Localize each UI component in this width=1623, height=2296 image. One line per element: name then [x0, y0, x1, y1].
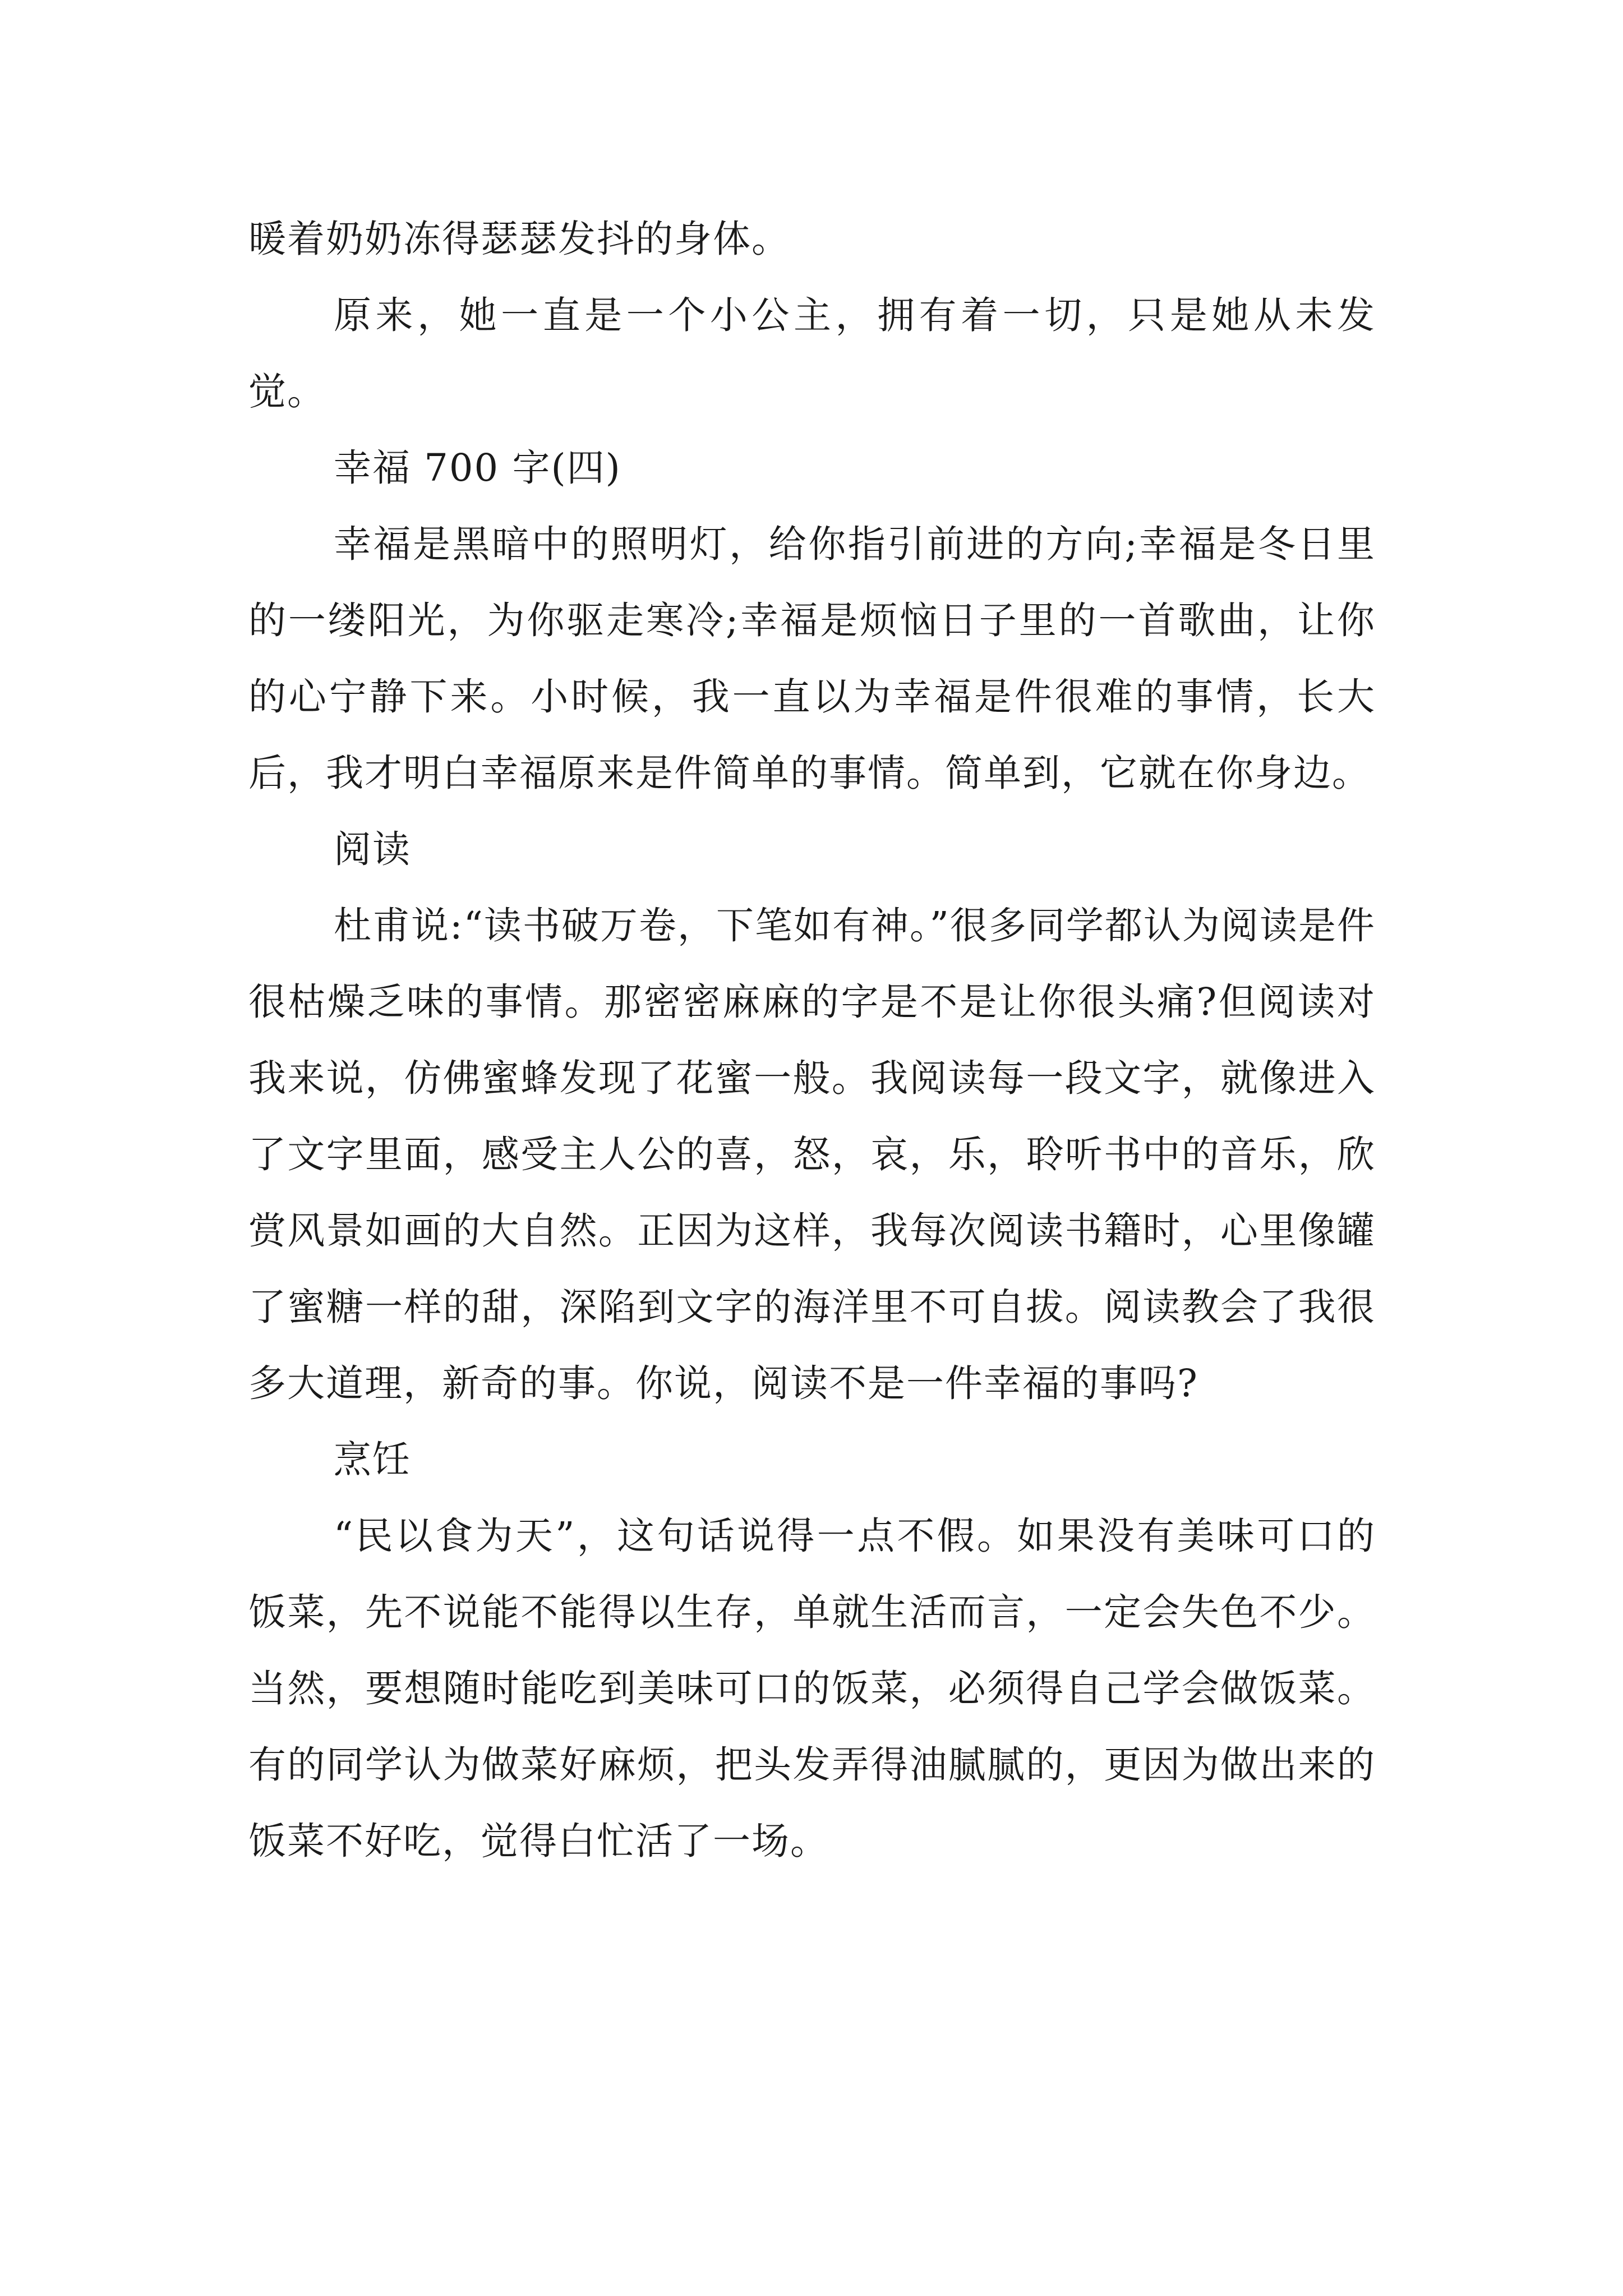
paragraph-reading: 杜甫说:“读书破万卷，下笔如有神。”很多同学都认为阅读是件很枯燥乏味的事情。那密密麻麻的字是不是让你很头痛?但阅读对我来说，仿佛蜜蜂发现了花蜜一般。我阅读每一段文字，就像进入了文字里面，感受主人公的喜，怒，哀，乐，聆听书中的音乐，欣赏风景如画的大自然。正因为这样，我每次阅读书籍时，心里像罐了蜜糖一样的甜，深陷到文字的海洋里不可自拔。阅读教会了我很多大道理，新奇的事。你说，阅读不是一件幸福的事吗? — [248, 904, 1376, 1405]
section-heading-happiness-700: 幸福 700 字(四) — [334, 446, 621, 490]
paragraph-happiness-intro: 幸福是黑暗中的照明灯，给你指引前进的方向;幸福是冬日里的一缕阳光，为你驱走寒冷;幸福是烦恼日子里的一首歌曲，让你的心宁静下来。小时候，我一直以为幸福是件很难的事情，长大后，我才明白幸福原来是件简单的事情。简单到，它就在你身边。 — [248, 522, 1376, 795]
paragraph-2: 原来，她一直是一个小公主，拥有着一切，只是她从未发觉。 — [248, 293, 1376, 413]
document-body — [248, 201, 1376, 1879]
paragraph-cooking: “民以食为天”，这句话说得一点不假。如果没有美味可口的饭菜，先不说能不能得以生存，单就生活而言，一定会失色不少。当然，要想随时能吃到美味可口的饭菜，必须得自己学会做饭菜。有的同学认为做菜好麻烦，把头发弄得油腻腻的，更因为做出来的饭菜不好吃，觉得白忙活了一场。 — [248, 1514, 1376, 1863]
section-heading-cooking: 烹饪 — [334, 1438, 411, 1481]
section-heading-reading: 阅读 — [334, 827, 411, 871]
paragraph-1: 暖着奶奶冻得瑟瑟发抖的身体。 — [248, 217, 790, 261]
